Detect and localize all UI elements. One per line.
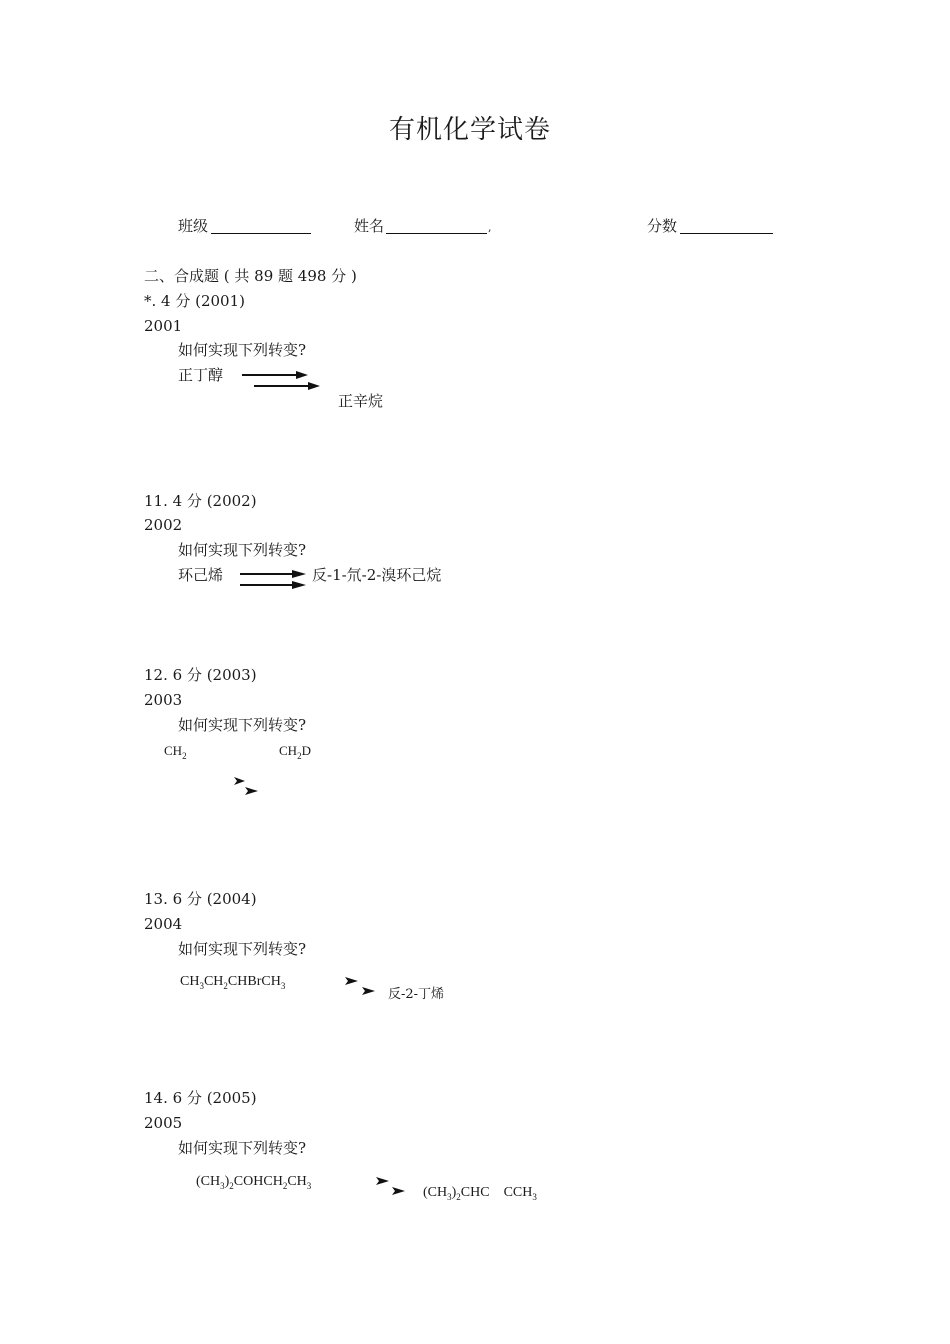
score-label: 分数	[647, 217, 678, 235]
double-arrow-icon	[240, 368, 324, 394]
question-prompt: 如何实现下列转变?	[178, 541, 307, 559]
question-head: 11. 4 分 (2002)	[144, 492, 257, 510]
name-field[interactable]	[386, 233, 487, 234]
reactant: 正丁醇	[178, 366, 224, 384]
class-field[interactable]	[211, 233, 311, 234]
product-formula: $CH_2D$	[279, 743, 311, 761]
product-formula: $(CH_3)_2CHC$ $CCH_3$	[423, 1185, 537, 1202]
score-field[interactable]	[680, 233, 773, 234]
arrow-icon	[233, 776, 263, 798]
question-head: 13. 6 分 (2004)	[144, 890, 257, 908]
question-code: 2005	[144, 1114, 183, 1132]
section-heading: 二、合成题 ( 共 89 题 498 分 )	[144, 267, 357, 285]
question-prompt: 如何实现下列转变?	[178, 1139, 307, 1157]
reactant-formula: $CH_3CH_2CHBrCH_3$	[180, 974, 286, 991]
question-head: 14. 6 分 (2005)	[144, 1089, 257, 1107]
name-trailing-comma: ,	[488, 221, 492, 234]
page-title: 有机化学试卷	[389, 115, 552, 145]
question-prompt: 如何实现下列转变?	[178, 341, 307, 359]
class-label: 班级	[178, 217, 209, 235]
question-head: 12. 6 分 (2003)	[144, 666, 257, 684]
reactant-formula: $(CH_3)_2COHCH_2CH_3$	[196, 1174, 312, 1191]
question-head: *. 4 分 (2001)	[144, 292, 245, 310]
question-code: 2003	[144, 691, 183, 709]
reactant: 环己烯	[178, 566, 224, 584]
product: 反-1-氘-2-溴环己烷	[312, 566, 442, 584]
reactant-formula: $CH_2$	[164, 743, 187, 761]
arrow-icon	[344, 976, 378, 998]
product: 反-2-丁烯	[388, 987, 445, 1002]
question-prompt: 如何实现下列转变?	[178, 940, 307, 958]
question-code: 2004	[144, 915, 183, 933]
product: 正辛烷	[338, 392, 384, 410]
arrow-icon	[375, 1176, 409, 1198]
name-label: 姓名	[354, 217, 385, 235]
double-arrow-icon	[238, 567, 310, 593]
question-code: 2001	[144, 317, 183, 335]
question-code: 2002	[144, 516, 183, 534]
question-prompt: 如何实现下列转变?	[178, 716, 307, 734]
